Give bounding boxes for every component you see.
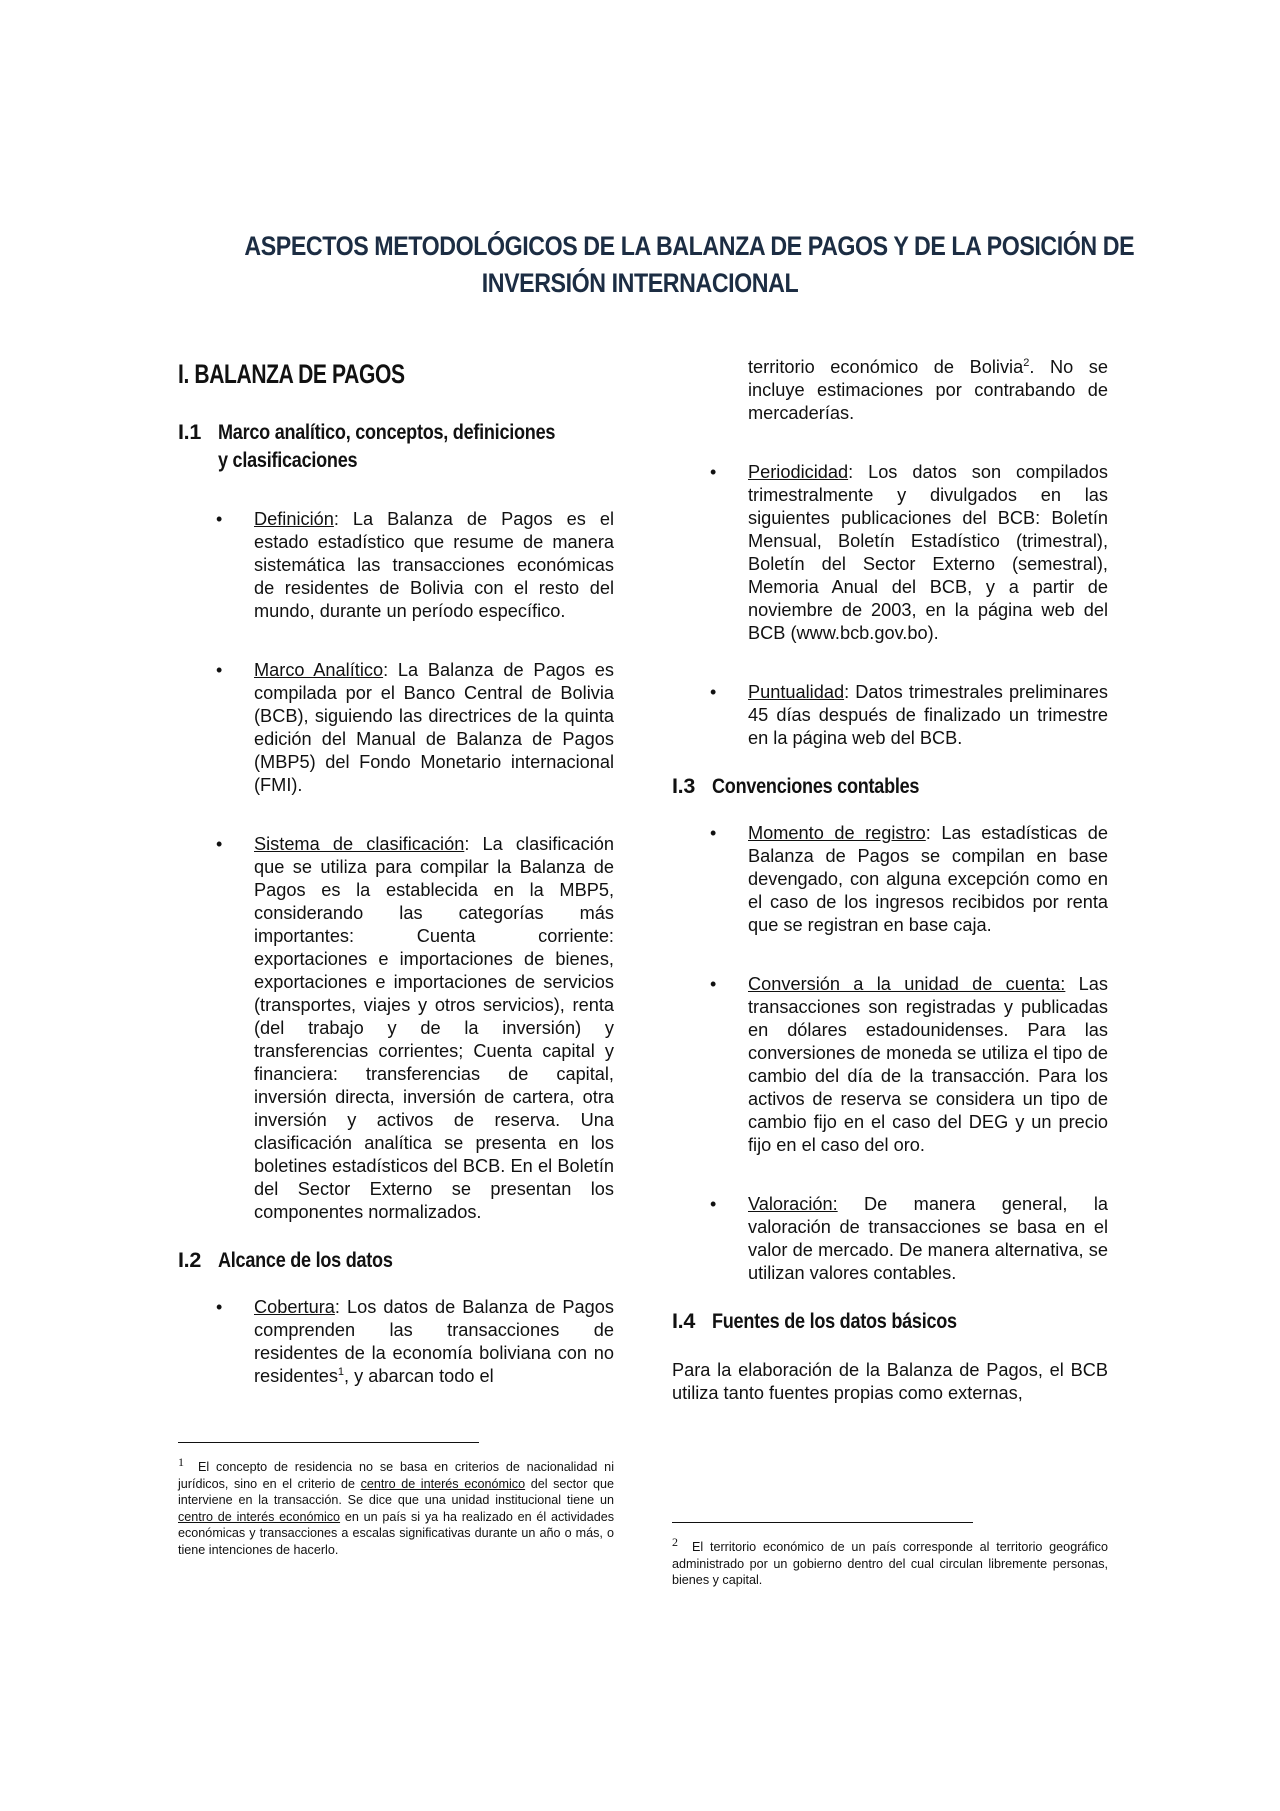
subheading-number: I.4 xyxy=(672,1309,696,1333)
subheading-title-line-2: y clasificaciones xyxy=(218,448,358,472)
puntualidad-text: : Datos trimestrales preliminares 45 días después de finalizado un trimestre en la página web del BCB. xyxy=(748,682,1108,748)
footnote-text: El territorio económico de un país corresponde al territorio geográfico administrado por un gobierno dentro del cual circulan libremente personas, bienes y capital. xyxy=(672,1540,1108,1588)
subheading-title: Convenciones contables xyxy=(712,774,920,798)
subheading-title: Alcance de los datos xyxy=(218,1248,393,1272)
momento-registro-text: : Las estadísticas de Balanza de Pagos se compilan en base devengado, con alguna excepción como en el caso de los ingresos recibidos por renta que se registran en base caja. xyxy=(748,823,1109,935)
bullet-icon: • xyxy=(216,509,223,529)
list-item-periodicidad xyxy=(672,461,1108,645)
bullet-list-continued xyxy=(672,356,1108,750)
footnote-2 xyxy=(672,1534,1108,1589)
subheading-1-2 xyxy=(178,1246,614,1274)
list-item-cobertura-continued xyxy=(672,356,1108,425)
list-item-sistema-clasificacion xyxy=(178,833,614,1224)
list-item-valoracion xyxy=(672,1193,1108,1285)
subheading-title-line-1: Marco analítico, conceptos, definiciones xyxy=(218,420,556,444)
list-item-momento-registro xyxy=(672,822,1108,937)
footnote-rule-right xyxy=(672,1522,973,1523)
bullet-icon: • xyxy=(710,462,717,482)
footnote-mark: 2 xyxy=(672,1535,678,1549)
footnote-ref-1[interactable]: 1 xyxy=(337,1365,345,1378)
bullet-list-1-1 xyxy=(178,508,614,1224)
subheading-number: I.1 xyxy=(178,420,202,444)
section-heading-balanza-de-pagos: I. BALANZA DE PAGOS xyxy=(178,359,405,389)
bullet-list-1-3 xyxy=(672,822,1108,1285)
sistema-clasificacion-text: : La clasificación que se utiliza para compilar la Balanza de Pagos es la establecida en la MBP5, considerando las categorías más importantes: Cuenta corriente: exportaciones e importaciones de bienes, exportaciones e importaciones de servicios (transportes, viajes y otros servicios), renta (del trabajo y de la inversión) y transferencias corrientes; Cuenta capital y financiera: transferencias de capital, inversión directa, inversión de cartera, otra inversión y activos de reserva. Una clasificación analítica se presenta en los boletines estadísticos del BCB. En el Boletín del Sector Externo se presentan los componentes normalizados. xyxy=(254,834,614,1222)
term-definicion: Definición xyxy=(254,509,334,529)
subheading-1-3 xyxy=(672,772,1108,800)
continued-text: territorio económico de Bolivia xyxy=(748,357,1024,377)
title-line-1: ASPECTOS METODOLÓGICOS DE LA BALANZA DE PAGOS Y DE LA POSICIÓN DE xyxy=(244,231,1135,261)
footnote-mark: 1 xyxy=(178,1455,184,1469)
right-column xyxy=(672,356,1108,1405)
valoracion-text: De manera general, la valoración de transacciones se basa en el valor de mercado. De manera alternativa, se utilizan valores contables. xyxy=(748,1194,1108,1283)
left-column xyxy=(178,358,614,1388)
bullet-icon: • xyxy=(710,974,717,994)
term-valoracion: Valoración: xyxy=(748,1194,838,1214)
footnote-text: El concepto de residencia no se basa en criterios de nacionalidad ni jurídicos, sino en el criterio de xyxy=(178,1460,614,1491)
subheading-number: I.2 xyxy=(178,1248,202,1272)
periodicidad-text: : Los datos son compilados trimestralmente y divulgados en las siguientes publicaciones del BCB: Boletín Mensual, Boletín Estadístico (trimestral), Boletín del Sector Externo (semestral), Memoria Anual del BCB, y a partir de noviembre de 2003, en la página web del BCB (www.bcb.gov.bo). xyxy=(748,462,1108,643)
list-item-definicion xyxy=(178,508,614,623)
fuentes-paragraph: Para la elaboración de la Balanza de Pagos, el BCB utiliza tanto fuentes propias como externas, xyxy=(672,1360,1108,1403)
conversion-text: Las transacciones son registradas y publicadas en dólares estadounidenses. Para las conversiones de moneda se utiliza el tipo de cambio del día de la transacción. Para los activos de reserva se considera un tipo de cambio fijo en el caso del DEG y un precio fijo en el caso del oro. xyxy=(748,974,1108,1155)
term-puntualidad: Puntualidad xyxy=(748,682,845,702)
subheading-1-4 xyxy=(672,1307,1108,1335)
footnote-text: del sector que interviene en la transacción. Se dice que una unidad institucional tiene un xyxy=(178,1476,614,1508)
marco-analitico-text: : La Balanza de Pagos es compilada por el Banco Central de Bolivia (BCB), siguiendo las directrices de la quinta edición del Manual de Balanza de Pagos (MBP5) del Fondo Monetario internacional (FMI). xyxy=(254,660,614,795)
bullet-icon: • xyxy=(216,660,223,680)
subheading-number: I.3 xyxy=(672,774,696,798)
footnote-1 xyxy=(178,1454,614,1559)
bullet-icon: • xyxy=(710,1194,717,1214)
bullet-icon: • xyxy=(710,682,717,702)
cobertura-text: : Los datos de Balanza de Pagos comprenden las transacciones de residentes de la economía boliviana con no residentes xyxy=(254,1297,614,1386)
bullet-list-1-2 xyxy=(178,1296,614,1388)
definicion-text: : La Balanza de Pagos es el estado estadístico que resume de manera sistemática las transacciones económicas de residentes de Bolivia con el resto del mundo, durante un período específico. xyxy=(254,509,614,621)
list-item-marco-analitico xyxy=(178,659,614,797)
bullet-icon: • xyxy=(216,834,223,854)
bullet-icon: • xyxy=(710,823,717,843)
term-marco-analitico: Marco Analítico xyxy=(254,660,384,680)
list-item-conversion xyxy=(672,973,1108,1157)
cobertura-text-after: , y abarcan todo el xyxy=(344,1366,494,1386)
term-sistema-clasificacion: Sistema de clasificación xyxy=(254,834,465,854)
subheading-title: Fuentes de los datos básicos xyxy=(712,1309,957,1333)
term-conversion: Conversión a la unidad de cuenta: xyxy=(748,974,1066,994)
term-periodicidad: Periodicidad xyxy=(748,462,849,482)
bullet-icon: • xyxy=(216,1297,223,1317)
title-line-2: INVERSIÓN INTERNACIONAL xyxy=(481,268,799,298)
document-title xyxy=(244,228,1135,302)
term-momento-registro: Momento de registro xyxy=(748,823,926,843)
footnote-term: centro de interés económico xyxy=(178,1509,341,1524)
footnote-term: centro de interés económico xyxy=(360,1476,526,1491)
footnote-ref-2[interactable]: 2 xyxy=(1023,356,1030,369)
footnote-text: en un país si ya ha realizado en él actividades económicas y transacciones a escalas significativas durante un año o más, o tiene intenciones de hacerlo. xyxy=(178,1509,614,1557)
subheading-1-1 xyxy=(178,418,614,474)
term-cobertura: Cobertura xyxy=(254,1297,335,1317)
list-item-cobertura xyxy=(178,1296,614,1388)
list-item-puntualidad xyxy=(672,681,1108,750)
continued-text-2: . No se incluye estimaciones por contrabando de mercaderías. xyxy=(748,357,1108,423)
footnote-rule-left xyxy=(178,1442,479,1443)
